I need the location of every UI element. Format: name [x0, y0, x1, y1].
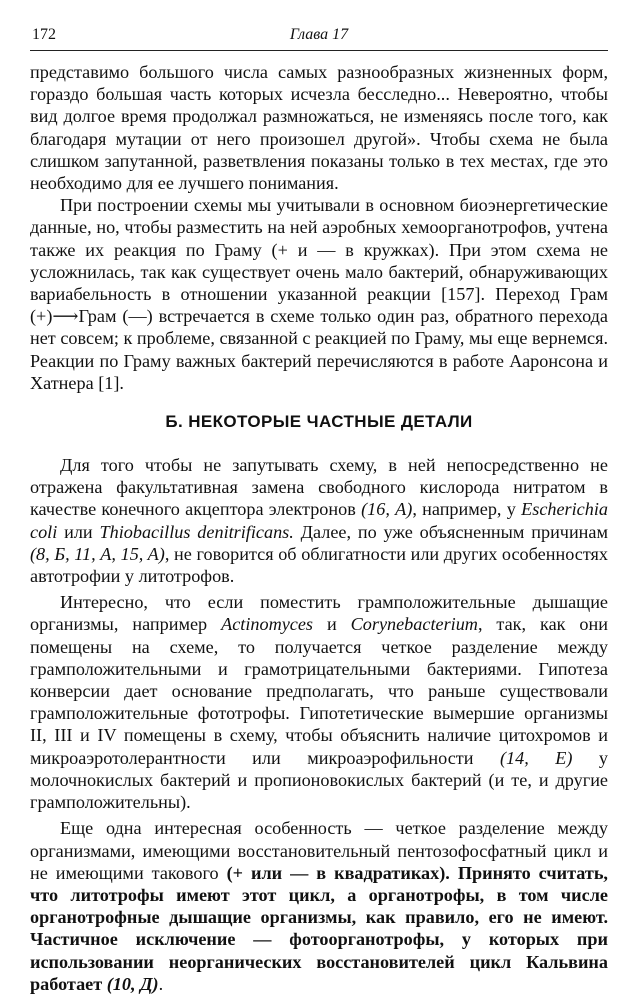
text-run: Далее, по уже объясненным причинам [293, 521, 608, 542]
text-run: или [57, 521, 100, 542]
scheme-reference: (14, E) [499, 747, 573, 768]
section-title: Б. НЕКОТОРЫЕ ЧАСТНЫЕ ДЕТАЛИ [165, 412, 473, 432]
text-run: , не говорится об облигатности или других особенностях автотрофии у литотрофов. [30, 543, 608, 587]
text-run: и [313, 614, 351, 635]
paragraph-pentose-cycle [30, 817, 608, 995]
text-run: , так, как они помещены на схеме, то получается четкое разделение между грамположительными и грамотрицательными бактериями. Гипотеза конверсии дает основание предполагать, что раньше существовали грамположительные фототрофы. Гипотетические вымершие организмы II, III и IV помещены в схему, чтобы объяснить наличие цитохромов и микроаэротолерантности или микроаэрофильности [30, 614, 608, 768]
paragraph-nitrate [30, 454, 608, 587]
paragraph-scheme-construction: При построении схемы мы учитывали в основном биоэнергетические данные, но, чтобы разместить на ней аэробных хемоорганотрофов, учтена также их реакция по Граму (+ и — в кружках). При этом схема не усложнилась, так как существует очень мало бактерий, обнаруживающих вариабельность в отношении указанной реакции [157]. Переход Грам (+)⟶Грам (—) встречается в схеме только один раз, обратного перехода нет совсем; к проблеме, связанной с реакцией по Граму, мы еще вернемся. Реакции по Граму важных бактерий перечисляются в работе Ааронсона и Хатнера [1]. [30, 195, 608, 393]
book-page [30, 22, 608, 995]
text-run: , например, у [412, 499, 522, 520]
bold-text-run: (+ или — в квадратиках). Принято считать, что литотрофы имеют этот цикл, а органотрофы, в том числе органотрофные дышащие организмы, как правило, его не имеют. Частичное исключение — фотоорганотрофы, у которых при использовании неорганических восстановителей цикл Кальвина работает [30, 862, 608, 994]
page-number: 172 [32, 26, 56, 43]
text-run: у молочнокислых бактерий и пропионовокислых бактерий (и те, и другие грамположительны). [30, 747, 608, 813]
paragraph-gram-positive [30, 591, 608, 813]
species-name: Escherichia coli [30, 499, 608, 542]
species-name: Actinomyces [221, 614, 313, 635]
paragraph-continued: представимо большого числа самых разнообразных жизненных форм, гораздо большая часть которых исчезла бесследно... Невероятно, чтобы вид долгое время продолжал размножаться, не изменяясь после того, как благодаря мутации от него произошел другой». Чтобы схема не была слишком запутанной, разветвления показаны только в тех местах, где это необходимо для ее лучшего понимания. [30, 62, 608, 194]
text-run: . [158, 973, 164, 994]
scheme-reference: (8, Б, 11, A, 15, A) [30, 543, 165, 564]
text-run: Интересно, что если поместить грамположительные дышащие организмы, например [30, 592, 608, 635]
text-run: Для того чтобы не запутывать схему, в ней непосредственно не отражена факультативная замена свободного кислорода нитратом в качестве конечного акцептора электронов [30, 455, 608, 520]
scheme-reference: (10, Д) [106, 973, 159, 994]
running-head [30, 22, 608, 48]
species-name: Corynebacterium [350, 614, 478, 635]
chapter-title: Глава 17 [289, 26, 349, 43]
scheme-reference: (16, A) [361, 499, 413, 520]
text-run: Еще одна интересная особенность — четкое разделение между организмами, имеющими восстановительный пентозофосфатный цикл и не имеющими такового [30, 818, 608, 883]
species-name: Thiobacillus denitrificans. [99, 521, 294, 542]
header-rule [30, 50, 608, 51]
